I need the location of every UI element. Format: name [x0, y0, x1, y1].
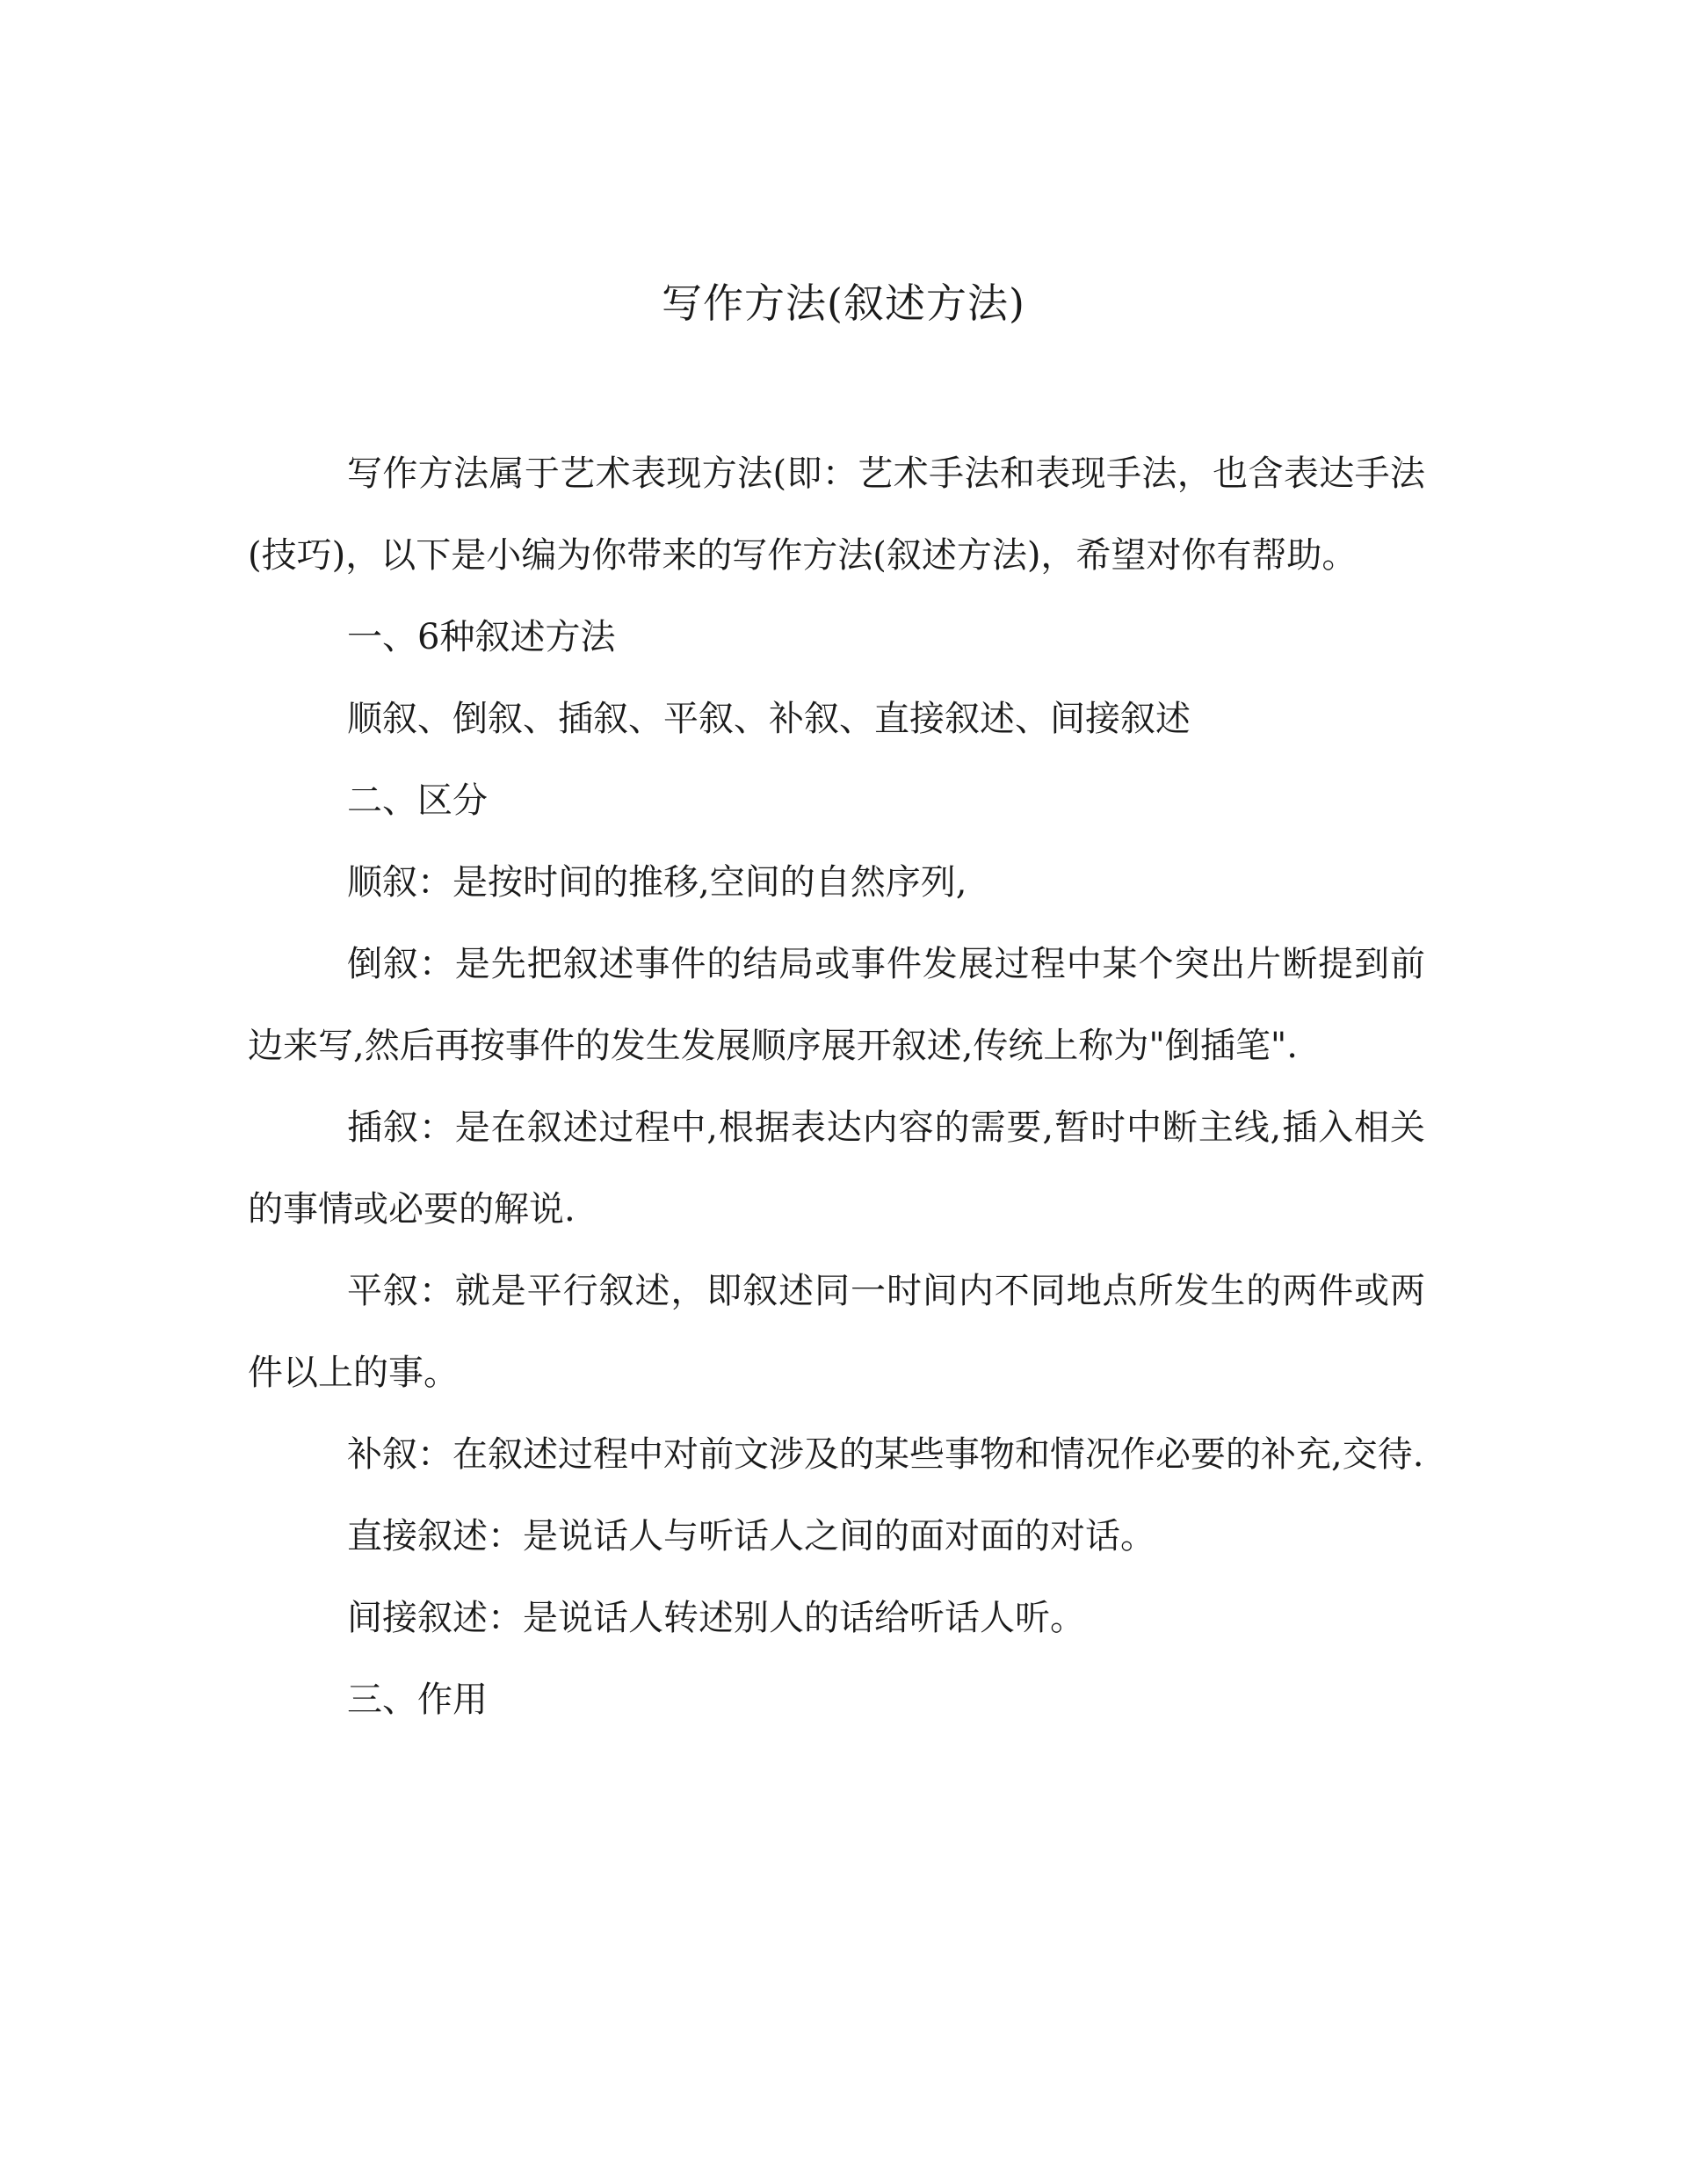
section-heading-1: 一、6种叙述方法 — [347, 617, 616, 657]
paragraph-shunxu: 顺叙：是按时间的推移,空间的自然序列, — [347, 862, 967, 903]
document-title: 写作方法(叙述方法) — [662, 279, 1025, 327]
paragraph-indirect-narration: 间接叙述：是说话人转述别人的话给听话人听。 — [347, 1598, 1085, 1638]
paragraph-direct-narration: 直接叙述：是说话人与听话人之间的面对面的对话。 — [347, 1516, 1155, 1556]
paragraph-pingxu: 平叙：就是平行叙述，即叙述同一时间内不同地点所发生的两件或两件以上的事。 — [248, 1271, 1425, 1393]
paragraph-chaxu: 插叙：是在叙述过程中,根据表达内容的需要,暂时中断主线,插入相关的事情或必要的解说. — [248, 1107, 1425, 1230]
document-body — [248, 433, 1425, 1741]
intro-paragraph: 写作方法属于艺术表现方法(即：艺术手法和表现手法，也含表达手法(技巧)，以下是小编为你带来的写作方法(叙述方法)，希望对你有帮助。 — [248, 453, 1425, 576]
section-heading-2: 二、区分 — [347, 780, 488, 821]
narration-types-list: 顺叙、倒叙、插叙、平叙、补叙、直接叙述、间接叙述 — [347, 699, 1191, 739]
paragraph-buxu: 补叙：在叙述过程中对前文涉及的某些事物和情况作必要的补充,交待. — [347, 1434, 1424, 1475]
section-heading-3: 三、作用 — [347, 1680, 488, 1720]
paragraph-daoxu: 倒叙：是先把叙述事件的结局或事件发展过程中某个突出片断提到前边来写,然后再按事件的发生发展顺序展开叙述,传统上称为"倒插笔". — [248, 944, 1425, 1066]
